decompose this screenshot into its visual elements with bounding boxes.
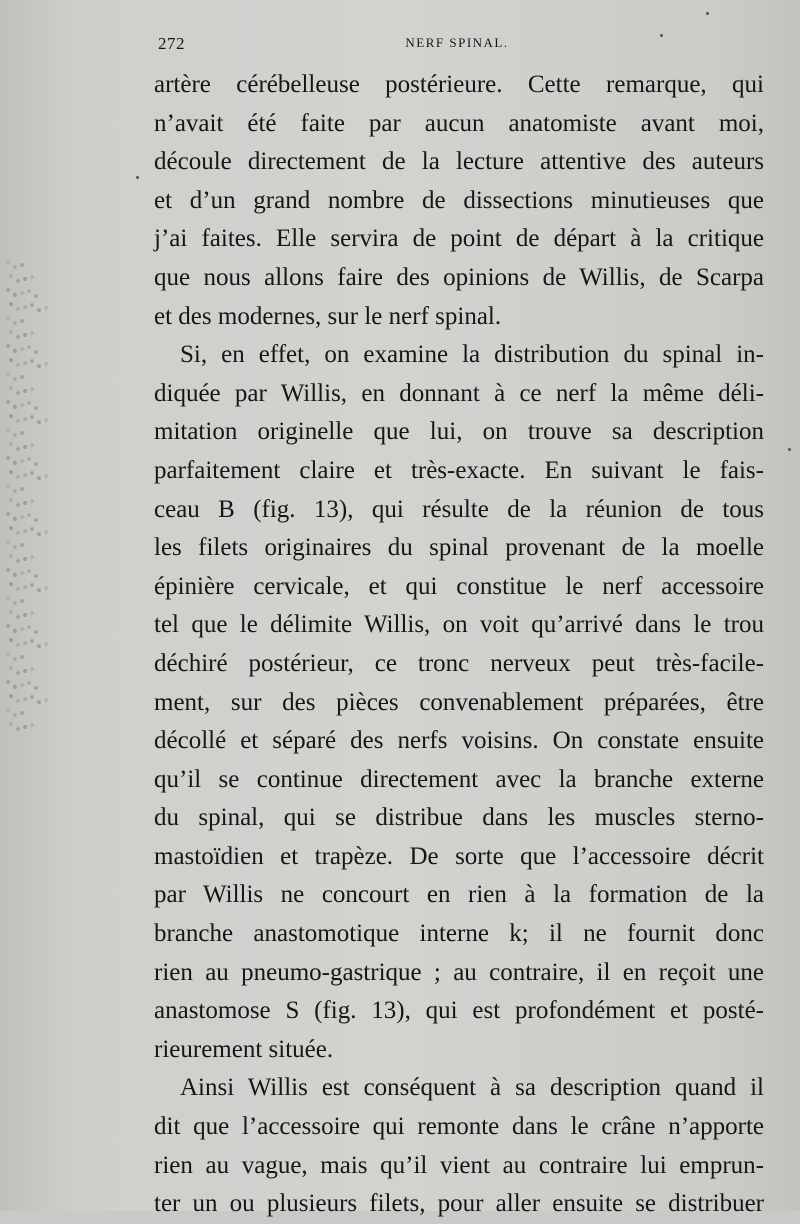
bleed-dot	[16, 615, 20, 619]
bleed-dot	[30, 275, 34, 279]
bleed-dot	[20, 515, 24, 519]
bleed-dot	[20, 263, 24, 267]
bleed-dot	[13, 405, 17, 409]
text-line: rien au pneumo-gastrique ; au contraire, il en reçoit une	[154, 958, 764, 986]
bleed-dot	[30, 499, 34, 503]
bleed-dot	[44, 362, 48, 366]
bleed-dot	[13, 489, 17, 493]
bleed-dot	[37, 700, 41, 704]
bleed-dot	[13, 657, 17, 661]
bleed-dot	[16, 279, 20, 283]
bleed-dot	[6, 260, 10, 264]
text-line: branche anastomotique interne k; il ne fournit donc	[154, 920, 764, 948]
bleed-dot	[30, 723, 34, 727]
bleed-dot	[9, 386, 13, 390]
text-line: n’avait été faite par aucun anatomiste avant moi,	[154, 109, 764, 137]
text-line: ment, sur des pièces convenablement préparées, être	[154, 688, 764, 716]
bleed-dot	[13, 321, 17, 325]
text-line: et des modernes, sur le nerf spinal.	[154, 302, 502, 330]
text-line: déchiré postérieur, ce tronc nerveux peut très-facile-	[154, 649, 764, 677]
bleed-dot	[13, 517, 17, 521]
bleed-dot	[23, 501, 27, 505]
bleed-dot	[9, 610, 13, 614]
bleed-dot	[37, 476, 41, 480]
bleed-dot	[23, 697, 27, 701]
bleed-dot	[27, 457, 31, 461]
bleed-dot	[13, 545, 17, 549]
bleed-dot	[30, 639, 34, 643]
bleed-dot	[6, 372, 10, 376]
bleed-dot	[16, 671, 20, 675]
bleed-dot	[34, 294, 38, 298]
bleed-dot	[27, 569, 31, 573]
bleed-dot	[16, 531, 20, 535]
bleed-dot	[6, 484, 10, 488]
bleed-dot	[13, 713, 17, 717]
bleed-dot	[44, 418, 48, 422]
text-line: parfaitement claire et très-exacte. En suivant le fais-	[154, 456, 764, 484]
bleed-dot	[6, 316, 10, 320]
text-line: diquée par Willis, en donnant à ce nerf la même déli-	[154, 379, 764, 407]
page-number: 272	[158, 34, 185, 53]
bleed-dot	[16, 419, 20, 423]
text-line: décollé et séparé des nerfs voisins. On constate ensuite	[154, 727, 764, 755]
bleed-dot	[20, 403, 24, 407]
bleed-dot	[27, 345, 31, 349]
bleed-dot	[16, 699, 20, 703]
bleed-dot	[27, 513, 31, 517]
bleed-dot	[37, 644, 41, 648]
bleed-dot	[9, 582, 13, 586]
bleed-dot	[20, 655, 24, 659]
bleed-dot	[34, 574, 38, 578]
text-line: Si, en effet, on examine la distribution du spinal in-	[180, 341, 764, 369]
text-line: du spinal, qui se distribue dans les muscles sterno-	[154, 804, 764, 832]
bleed-dot	[16, 307, 20, 311]
bleed-dot	[20, 291, 24, 295]
bleed-dot	[30, 667, 34, 671]
bleed-dot	[13, 265, 17, 269]
bleed-dot	[37, 308, 41, 312]
bleed-dot	[16, 475, 20, 479]
bleed-dot	[9, 470, 13, 474]
bleed-dot	[23, 277, 27, 281]
page-header	[152, 34, 762, 54]
bleed-dot	[30, 611, 34, 615]
bleed-dot	[34, 630, 38, 634]
bleed-dot	[16, 727, 20, 731]
bleed-dot	[44, 698, 48, 702]
bleed-dot	[16, 391, 20, 395]
ink-speck	[660, 34, 663, 37]
bleed-dot	[23, 361, 27, 365]
bleed-dot	[20, 711, 24, 715]
text-line: épinière cervicale, et qui constitue le nerf accessoire	[154, 572, 764, 600]
bleed-dot	[13, 377, 17, 381]
bleed-dot	[6, 680, 10, 684]
bleed-dot	[20, 347, 24, 351]
text-line: ceau B (fig. 13), qui résulte de la réunion de tous	[154, 495, 764, 523]
bleed-dot	[20, 431, 24, 435]
bleed-dot	[30, 359, 34, 363]
bleed-dot	[30, 555, 34, 559]
bleed-dot	[30, 695, 34, 699]
bleed-dot	[6, 708, 10, 712]
bleed-dot	[30, 331, 34, 335]
bleed-dot	[13, 461, 17, 465]
bleed-dot	[37, 588, 41, 592]
text-line: mitation originelle que lui, on trouve sa description	[154, 418, 764, 446]
text-line: que nous allons faire des opinions de Willis, de Scarpa	[154, 263, 764, 291]
bleed-dot	[20, 683, 24, 687]
bleed-dot	[13, 601, 17, 605]
bleed-dot	[13, 293, 17, 297]
bleed-dot	[23, 305, 27, 309]
text-line: ter un ou plusieurs filets, pour aller ensuite se distribuer	[154, 1190, 764, 1218]
bleed-dot	[30, 583, 34, 587]
bleed-dot	[44, 474, 48, 478]
bleed-dot	[9, 638, 13, 642]
bleed-dot	[16, 335, 20, 339]
bleed-dot	[20, 375, 24, 379]
bleed-dot	[20, 459, 24, 463]
bleed-dot	[16, 363, 20, 367]
bleed-dot	[20, 487, 24, 491]
bleed-dot	[16, 503, 20, 507]
bleed-dot	[16, 643, 20, 647]
text-line: par Willis ne concourt en rien à la formation de la	[154, 881, 764, 909]
bleed-dot	[34, 462, 38, 466]
text-line: dit que l’accessoire qui remonte dans le crâne n’apporte	[154, 1113, 764, 1141]
text-line: découle directement de la lecture attentive des auteurs	[154, 148, 764, 176]
bleed-dot	[16, 447, 20, 451]
bleed-dot	[6, 288, 10, 292]
bleed-dot	[20, 319, 24, 323]
ink-speck	[706, 12, 709, 15]
bleed-dot	[23, 585, 27, 589]
bleed-dot	[44, 642, 48, 646]
text-line: et d’un grand nombre de dissections minutieuses que	[154, 186, 764, 214]
bleed-dot	[23, 445, 27, 449]
bleed-dot	[6, 400, 10, 404]
bleed-through-marks	[0, 260, 70, 760]
bleed-dot	[6, 624, 10, 628]
bleed-dot	[9, 414, 13, 418]
text-line: tel que le délimite Willis, on voit qu’arrivé dans le trou	[154, 611, 764, 639]
bleed-dot	[27, 289, 31, 293]
bleed-dot	[23, 669, 27, 673]
bleed-dot	[9, 302, 13, 306]
bleed-dot	[37, 420, 41, 424]
bleed-dot	[30, 387, 34, 391]
bleed-dot	[9, 666, 13, 670]
text-line: Ainsi Willis est conséquent à sa description quand il	[180, 1074, 764, 1102]
ink-speck	[788, 448, 791, 451]
bleed-dot	[20, 599, 24, 603]
bleed-dot	[23, 557, 27, 561]
bleed-dot	[9, 554, 13, 558]
bleed-dot	[6, 344, 10, 348]
bleed-dot	[44, 530, 48, 534]
body-text	[154, 66, 764, 1224]
bleed-dot	[37, 364, 41, 368]
bleed-dot	[23, 641, 27, 645]
text-line: rieurement située.	[154, 1035, 334, 1063]
bleed-dot	[23, 389, 27, 393]
bleed-dot	[34, 518, 38, 522]
bleed-dot	[9, 498, 13, 502]
bleed-dot	[9, 442, 13, 446]
text-line: rien au vague, mais qu’il vient au contraire lui emprun-	[154, 1151, 764, 1179]
bleed-dot	[34, 686, 38, 690]
bleed-dot	[34, 406, 38, 410]
bleed-dot	[23, 613, 27, 617]
bleed-dot	[30, 471, 34, 475]
bleed-dot	[13, 629, 17, 633]
bleed-dot	[30, 303, 34, 307]
bleed-dot	[30, 527, 34, 531]
bleed-dot	[27, 681, 31, 685]
text-line: mastoïdien et trapèze. De sorte que l’accessoire décrit	[154, 842, 764, 870]
bleed-dot	[44, 306, 48, 310]
bleed-dot	[6, 456, 10, 460]
bleed-dot	[23, 333, 27, 337]
bleed-dot	[13, 349, 17, 353]
bleed-dot	[9, 330, 13, 334]
bleed-dot	[6, 652, 10, 656]
bleed-dot	[6, 540, 10, 544]
bleed-dot	[16, 559, 20, 563]
bleed-dot	[23, 473, 27, 477]
text-line: les filets originaires du spinal provenant de la moelle	[154, 534, 764, 562]
bleed-dot	[9, 274, 13, 278]
bleed-dot	[13, 685, 17, 689]
bleed-dot	[37, 532, 41, 536]
text-line: anastomose S (fig. 13), qui est profondément et posté-	[154, 997, 764, 1025]
bleed-dot	[30, 415, 34, 419]
text-line: artère cérébelleuse postérieure. Cette remarque, qui	[154, 71, 764, 98]
bleed-dot	[20, 627, 24, 631]
bleed-dot	[23, 725, 27, 729]
bleed-dot	[6, 428, 10, 432]
bleed-dot	[13, 433, 17, 437]
bleed-dot	[30, 443, 34, 447]
bleed-dot	[9, 694, 13, 698]
text-line: qu’il se continue directement avec la branche externe	[154, 765, 764, 793]
bleed-dot	[34, 350, 38, 354]
bleed-dot	[20, 571, 24, 575]
bleed-dot	[6, 568, 10, 572]
bleed-dot	[20, 543, 24, 547]
ink-speck	[136, 176, 139, 179]
bleed-dot	[9, 358, 13, 362]
bleed-dot	[16, 587, 20, 591]
bleed-dot	[44, 586, 48, 590]
bleed-dot	[23, 417, 27, 421]
bleed-dot	[9, 526, 13, 530]
bleed-dot	[6, 596, 10, 600]
bleed-dot	[23, 529, 27, 533]
bleed-dot	[9, 722, 13, 726]
bleed-dot	[27, 625, 31, 629]
bleed-dot	[6, 512, 10, 516]
text-line: j’ai faites. Elle servira de point de départ à la critique	[154, 225, 764, 253]
bleed-dot	[27, 401, 31, 405]
bleed-dot	[13, 573, 17, 577]
running-title: NERF SPINAL.	[405, 35, 509, 50]
